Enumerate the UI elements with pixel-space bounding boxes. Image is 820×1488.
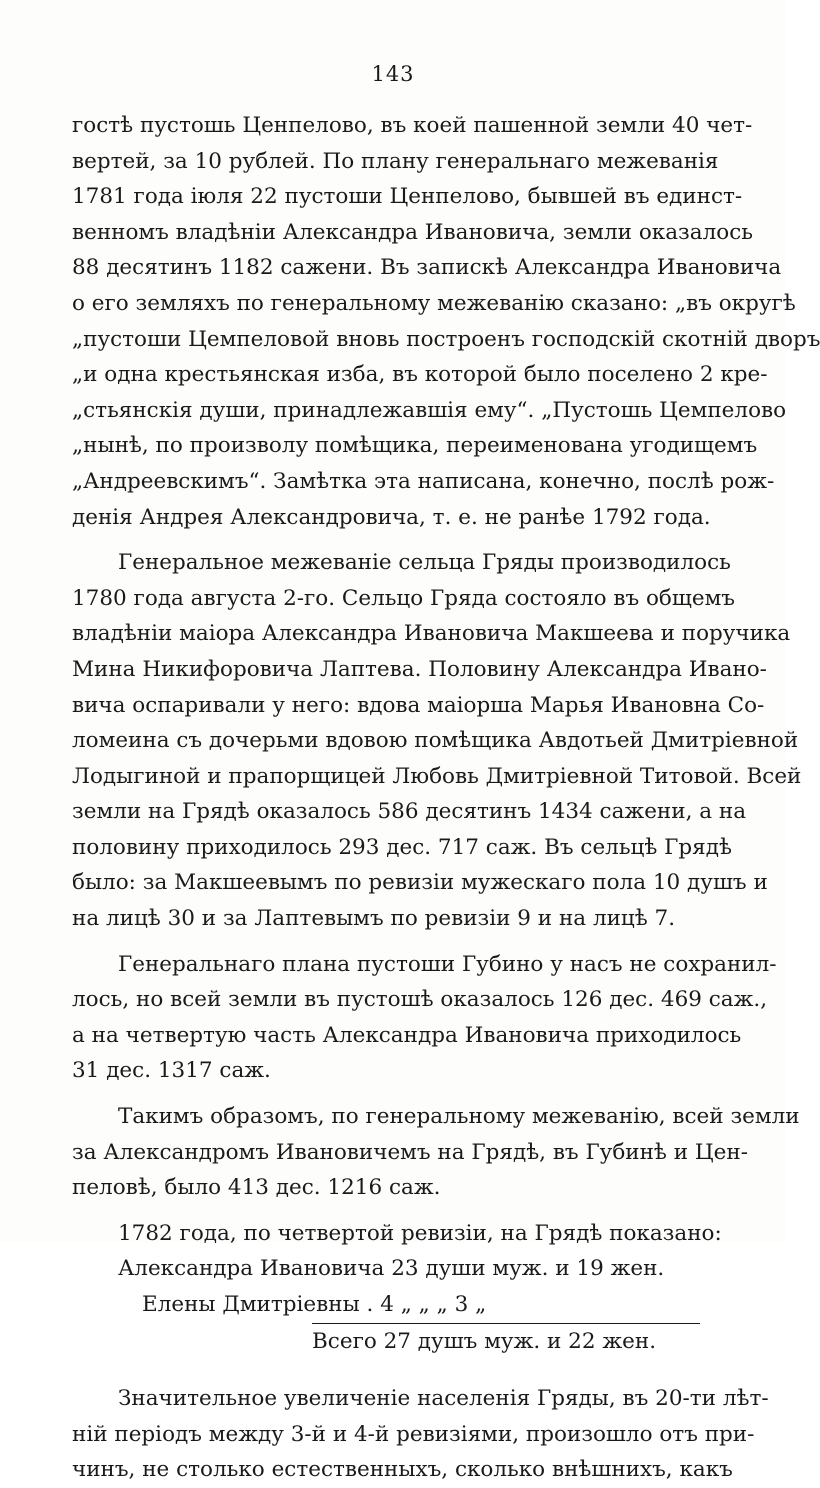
text-line: владѣніи маіора Александра Ивановича Макшеева и поручика — [72, 621, 791, 647]
text-line: пеловѣ, было 413 дес. 1216 саж. — [72, 1175, 441, 1201]
text-line: „Андреевскимъ“. Замѣтка эта написана, конечно, послѣ рож- — [72, 468, 775, 494]
text-line: 1781 года іюля 22 пустоши Ценпелово, бывшей въ единст- — [72, 184, 743, 210]
paragraph-spacer — [72, 535, 700, 545]
text-line: земли на Грядѣ оказалось 586 десятинъ 1434 сажени, а на — [72, 799, 747, 825]
text-line: Мина Никифоровича Лаптева. Половину Александра Ивано- — [72, 656, 767, 682]
text-line: Значительное увеличеніе населенія Гряды, въ 20-ти лѣт- — [118, 1386, 769, 1412]
text-line: а на четвертую часть Александра Ивановича приходилось — [72, 1022, 742, 1048]
text-line: венномъ владѣніи Александра Ивановича, земли оказалось — [72, 219, 753, 245]
text-line: за Александромъ Ивановичемъ на Грядѣ, въ Губинѣ и Цен- — [72, 1139, 748, 1165]
paragraph-spacer — [72, 937, 700, 947]
text-line: ній періодъ между 3-й и 4-й ревизіями, произошло отъ при- — [72, 1421, 755, 1447]
text-line: 31 дес. 1317 саж. — [72, 1058, 271, 1084]
text-line: половину приходилось 293 дес. 717 саж. Въ сельцѣ Грядѣ — [72, 834, 732, 860]
text-line: Генеральнаго плана пустоши Губино у насъ не сохранил- — [118, 951, 777, 977]
paragraph-spacer — [72, 1359, 700, 1381]
text-line: 88 десятинъ 1182 сажени. Въ запискѣ Александра Ивановича — [72, 255, 782, 281]
text-line: „пустоши Цемпеловой вновь построенъ господскій скотній дворъ — [72, 326, 820, 352]
text-line: чинъ, не столько естественныхъ, сколько внѣшнихъ, какъ — [72, 1457, 733, 1483]
text-line: ломеина съ дочерьми вдовою помѣщика Авдотьей Дмитріевной — [72, 728, 799, 754]
text-line: „и одна крестьянская изба, въ которой было поселено 2 кре- — [72, 362, 768, 388]
census-total: Всего 27 душъ муж. и 22 жен. — [312, 1328, 657, 1354]
census-row: Александра Ивановича 23 души муж. и 19 жен. — [118, 1256, 665, 1282]
page-number: 143 — [371, 62, 415, 86]
text-line: вертей, за 10 рублей. По плану генеральнаго межеванія — [72, 148, 719, 174]
text-line: лось, но всей земли въ пустошѣ оказалось 126 дес. 469 саж., — [72, 987, 768, 1013]
paragraph-spacer — [72, 1206, 700, 1216]
text-line: „стьянскія души, принадлежавшія ему“. „Пустошь Цемпелово — [72, 397, 787, 423]
paragraph-closing — [72, 1381, 769, 1488]
paragraph-4 — [72, 1099, 800, 1206]
paragraph-1 — [72, 108, 820, 535]
text-line: о его земляхъ по генеральному межеванію сказано: „въ округѣ — [72, 290, 796, 316]
text-line: Генеральное межеваніе сельца Гряды производилось — [118, 550, 731, 576]
census-heading: 1782 года, по четвертой ревизіи, на Грядѣ показано: — [118, 1220, 722, 1246]
text-line: гостѣ пустошь Ценпелово, въ коей пашенной земли 40 чет- — [72, 113, 753, 138]
paragraph-2 — [72, 545, 802, 937]
census-row: Елены Дмитріевны . 4 „ „ „ 3 „ — [142, 1292, 487, 1317]
text-line: Лодыгиной и прапорщицей Любовь Дмитріевной Титовой. Всей — [72, 763, 802, 789]
text-line: вича оспаривали у него: вдова маіорша Марья Ивановна Со- — [72, 692, 765, 718]
text-line: 1780 года августа 2-го. Сельцо Гряда состояло въ общемъ — [72, 585, 735, 611]
text-line: было: за Макшеевымъ по ревизіи мужескаго пола 10 душъ и — [72, 870, 768, 896]
paragraph-spacer — [72, 1089, 700, 1099]
text-line: на лицѣ 30 и за Лаптевымъ по ревизіи 9 и на лицѣ 7. — [72, 906, 676, 932]
paragraph-3 — [72, 947, 777, 1089]
text-line: Такимъ образомъ, по генеральному межеванію, всей земли — [118, 1104, 800, 1130]
text-line: денія Андрея Александровича, т. е. не ранѣе 1792 года. — [72, 504, 711, 530]
census-table — [72, 1216, 722, 1359]
page-body — [72, 108, 820, 1488]
text-line: „нынѣ, по произволу помѣщика, переименована угодищемъ — [72, 433, 758, 459]
